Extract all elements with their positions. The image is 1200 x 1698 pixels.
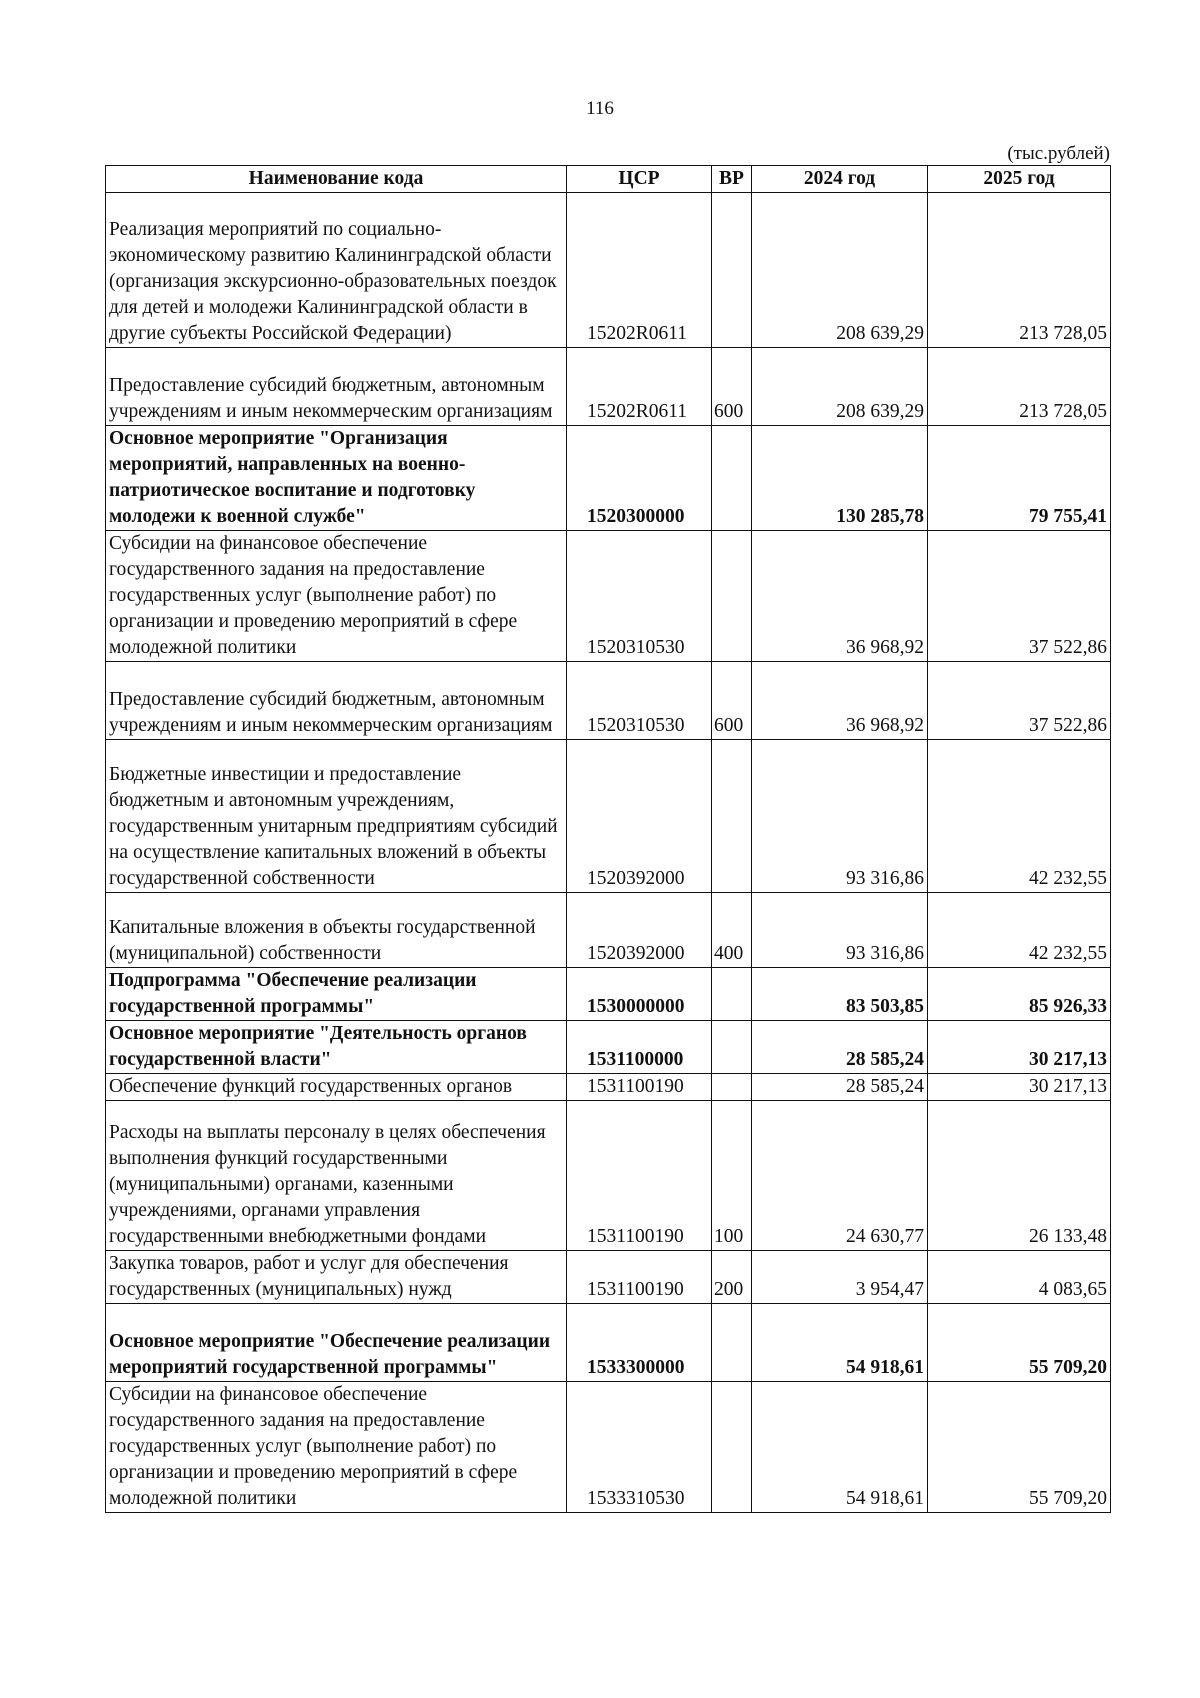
table-row — [106, 1382, 1111, 1513]
cell-2024: 28 585,24 — [752, 1021, 928, 1074]
cell-csr: 1520310530 — [567, 662, 712, 740]
cell-name: Обеспечение функций государственных органов — [106, 1074, 567, 1101]
cell-vr — [712, 531, 752, 662]
header-2025: 2025 год — [928, 166, 1111, 193]
cell-2025: 37 522,86 — [928, 531, 1111, 662]
cell-2024: 54 918,61 — [752, 1304, 928, 1382]
cell-vr — [712, 1304, 752, 1382]
cell-2024: 54 918,61 — [752, 1382, 928, 1513]
cell-csr: 1531100000 — [567, 1021, 712, 1074]
cell-2024: 36 968,92 — [752, 531, 928, 662]
table-row — [106, 426, 1111, 531]
cell-2025: 30 217,13 — [928, 1021, 1111, 1074]
header-csr: ЦСР — [567, 166, 712, 193]
cell-name: Основное мероприятие "Обеспечение реализации мероприятий государственной программы" — [106, 1304, 567, 1382]
table-row — [106, 662, 1111, 740]
cell-name: Основное мероприятие "Деятельность органов государственной власти" — [106, 1021, 567, 1074]
cell-csr: 1533300000 — [567, 1304, 712, 1382]
cell-csr: 1520310530 — [567, 531, 712, 662]
cell-name: Субсидии на финансовое обеспечение государственного задания на предоставление государственных услуг (выполнение работ) по организации и проведению мероприятий в сфере молодежной политики — [106, 531, 567, 662]
cell-csr: 1530000000 — [567, 968, 712, 1021]
cell-name: Подпрограмма "Обеспечение реализации государственной программы" — [106, 968, 567, 1021]
cell-csr: 1531100190 — [567, 1074, 712, 1101]
cell-2025: 37 522,86 — [928, 662, 1111, 740]
cell-2024: 208 639,29 — [752, 348, 928, 426]
cell-2024: 93 316,86 — [752, 893, 928, 968]
cell-name: Основное мероприятие "Организация мероприятий, направленных на военно-патриотическое воспитание и подготовку молодежи к военной службе" — [106, 426, 567, 531]
cell-csr: 15202R0611 — [567, 348, 712, 426]
cell-2025: 213 728,05 — [928, 193, 1111, 348]
cell-2024: 24 630,77 — [752, 1101, 928, 1251]
cell-csr: 1531100190 — [567, 1101, 712, 1251]
cell-vr: 600 — [712, 348, 752, 426]
header-2024: 2024 год — [752, 166, 928, 193]
table-header-row — [106, 166, 1111, 193]
table-row — [106, 893, 1111, 968]
page-number: 116 — [586, 98, 614, 119]
table-row — [106, 531, 1111, 662]
header-name: Наименование кода — [106, 166, 567, 193]
cell-2024: 28 585,24 — [752, 1074, 928, 1101]
cell-vr — [712, 968, 752, 1021]
cell-vr — [712, 1382, 752, 1513]
cell-vr: 400 — [712, 893, 752, 968]
cell-name: Реализация мероприятий по социально-экономическому развитию Калининградской области (организация экскурсионно-образовательных поездок для детей и молодежи Калининградской области в другие субъекты Российской Федерации) — [106, 193, 567, 348]
cell-vr: 100 — [712, 1101, 752, 1251]
table-row — [106, 1021, 1111, 1074]
table-row — [106, 348, 1111, 426]
cell-2025: 26 133,48 — [928, 1101, 1111, 1251]
cell-2024: 3 954,47 — [752, 1251, 928, 1304]
cell-2024: 83 503,85 — [752, 968, 928, 1021]
cell-csr: 1533310530 — [567, 1382, 712, 1513]
header-vr: ВР — [712, 166, 752, 193]
cell-2024: 36 968,92 — [752, 662, 928, 740]
cell-vr: 200 — [712, 1251, 752, 1304]
cell-2025: 55 709,20 — [928, 1304, 1111, 1382]
cell-vr — [712, 193, 752, 348]
cell-name: Расходы на выплаты персоналу в целях обеспечения выполнения функций государственными (муниципальными) органами, казенными учреждениями, органами управления государственными внебюджетными фондами — [106, 1101, 567, 1251]
cell-csr: 1531100190 — [567, 1251, 712, 1304]
cell-name: Субсидии на финансовое обеспечение государственного задания на предоставление государственных услуг (выполнение работ) по организации и проведению мероприятий в сфере молодежной политики — [106, 1382, 567, 1513]
table-row — [106, 1251, 1111, 1304]
cell-2025: 85 926,33 — [928, 968, 1111, 1021]
table-row — [106, 193, 1111, 348]
units-label: (тыс.рублей) — [1007, 143, 1110, 164]
cell-vr — [712, 426, 752, 531]
cell-vr — [712, 740, 752, 893]
cell-csr: 1520300000 — [567, 426, 712, 531]
cell-2025: 55 709,20 — [928, 1382, 1111, 1513]
cell-name: Бюджетные инвестиции и предоставление бюджетным и автономным учреждениям, государственным унитарным предприятиям субсидий на осуществление капитальных вложений в объекты государственной собственности — [106, 740, 567, 893]
cell-vr — [712, 1074, 752, 1101]
cell-2025: 79 755,41 — [928, 426, 1111, 531]
cell-vr — [712, 1021, 752, 1074]
table-row — [106, 968, 1111, 1021]
table-row — [106, 1074, 1111, 1101]
cell-2025: 42 232,55 — [928, 740, 1111, 893]
cell-2024: 93 316,86 — [752, 740, 928, 893]
table-row — [106, 1101, 1111, 1251]
cell-2024: 130 285,78 — [752, 426, 928, 531]
cell-2025: 213 728,05 — [928, 348, 1111, 426]
cell-2024: 208 639,29 — [752, 193, 928, 348]
cell-vr: 600 — [712, 662, 752, 740]
cell-2025: 30 217,13 — [928, 1074, 1111, 1101]
budget-table — [105, 165, 1111, 1513]
cell-name: Закупка товаров, работ и услуг для обеспечения государственных (муниципальных) нужд — [106, 1251, 567, 1304]
cell-csr: 1520392000 — [567, 740, 712, 893]
cell-2025: 4 083,65 — [928, 1251, 1111, 1304]
cell-name: Предоставление субсидий бюджетным, автономным учреждениям и иным некоммерческим организациям — [106, 348, 567, 426]
table-row — [106, 1304, 1111, 1382]
cell-csr: 15202R0611 — [567, 193, 712, 348]
cell-2025: 42 232,55 — [928, 893, 1111, 968]
cell-csr: 1520392000 — [567, 893, 712, 968]
table-row — [106, 740, 1111, 893]
cell-name: Капитальные вложения в объекты государственной (муниципальной) собственности — [106, 893, 567, 968]
cell-name: Предоставление субсидий бюджетным, автономным учреждениям и иным некоммерческим организациям — [106, 662, 567, 740]
